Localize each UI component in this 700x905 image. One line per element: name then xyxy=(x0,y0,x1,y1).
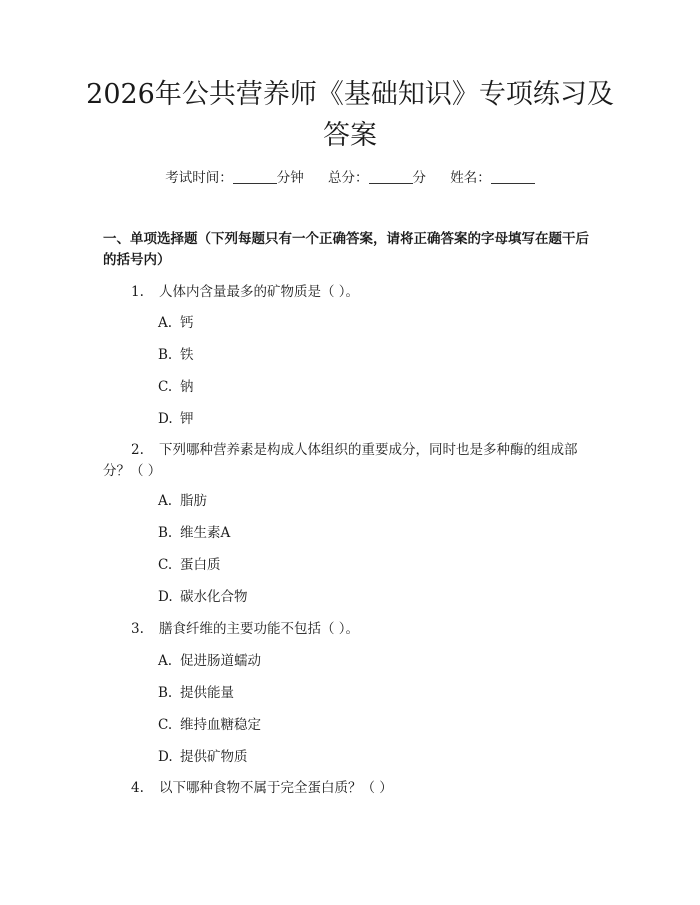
option-letter: D. xyxy=(158,411,173,427)
exam-time-label: 考试时间： xyxy=(165,170,233,186)
option-letter: B. xyxy=(158,685,173,701)
option-3a xyxy=(158,651,261,671)
name-blank xyxy=(491,169,535,184)
option-text: 碳水化合物 xyxy=(180,589,248,605)
option-letter: C. xyxy=(158,717,173,733)
option-letter: A. xyxy=(158,653,173,669)
option-text: 促进肠道蠕动 xyxy=(180,653,261,669)
question-3 xyxy=(103,619,593,640)
option-letter: C. xyxy=(158,557,173,573)
option-letter: A. xyxy=(158,493,173,509)
name-field xyxy=(450,170,535,186)
option-3b xyxy=(158,683,234,703)
total-score-label: 总分： xyxy=(328,170,369,186)
total-score-unit: 分 xyxy=(412,170,426,186)
question-4 xyxy=(103,778,593,799)
option-text: 维持血糖稳定 xyxy=(180,717,261,733)
option-letter: A. xyxy=(158,315,173,331)
option-text: 脂肪 xyxy=(180,493,207,509)
option-text: 蛋白质 xyxy=(180,557,221,573)
question-2 xyxy=(103,440,593,482)
exam-info-line xyxy=(0,168,700,188)
exam-time-unit: 分钟 xyxy=(276,170,304,186)
option-letter: C. xyxy=(158,379,173,395)
section-heading: 一、单项选择题（下列每题只有一个正确答案，请将正确答案的字母填写在题干后的括号内） xyxy=(103,231,589,268)
option-text: 钾 xyxy=(180,411,194,427)
question-text: 膳食纤维的主要功能不包括（ ）。 xyxy=(159,621,360,637)
option-text: 维生素A xyxy=(180,525,231,541)
question-text: 人体内含量最多的矿物质是（ ）。 xyxy=(159,284,360,300)
question-number: 4. xyxy=(131,780,144,796)
option-text: 铁 xyxy=(180,347,194,363)
question-number: 2. xyxy=(131,442,144,458)
question-number: 1. xyxy=(131,284,144,300)
option-1b xyxy=(158,345,194,365)
option-1c xyxy=(158,377,194,397)
option-1d xyxy=(158,409,194,429)
option-letter: D. xyxy=(158,749,173,765)
option-text: 钙 xyxy=(180,315,194,331)
option-text: 提供能量 xyxy=(180,685,234,701)
option-2a xyxy=(158,491,207,511)
document-title: 2026年公共营养师《基础知识》专项练习及答案 xyxy=(86,79,614,151)
option-letter: D. xyxy=(158,589,173,605)
option-3d xyxy=(158,747,248,767)
question-number: 3. xyxy=(131,621,144,637)
exam-time-blank xyxy=(233,169,277,184)
total-score-blank xyxy=(369,169,413,184)
question-1 xyxy=(103,282,593,303)
option-1a xyxy=(158,313,194,333)
option-text: 钠 xyxy=(180,379,194,395)
option-2b xyxy=(158,523,230,543)
total-score-field xyxy=(328,170,430,186)
question-text: 以下哪种食物不属于完全蛋白质？（ ） xyxy=(159,780,393,796)
option-text: 提供矿物质 xyxy=(180,749,248,765)
option-2d xyxy=(158,587,248,607)
name-label: 姓名： xyxy=(450,170,491,186)
option-2c xyxy=(158,555,221,575)
option-3c xyxy=(158,715,261,735)
option-letter: B. xyxy=(158,347,173,363)
option-letter: B. xyxy=(158,525,173,541)
exam-time-field xyxy=(165,170,308,186)
question-text: 下列哪种营养素是构成人体组织的重要成分，同时也是多种酶的组成部分？（ ） xyxy=(103,442,578,479)
